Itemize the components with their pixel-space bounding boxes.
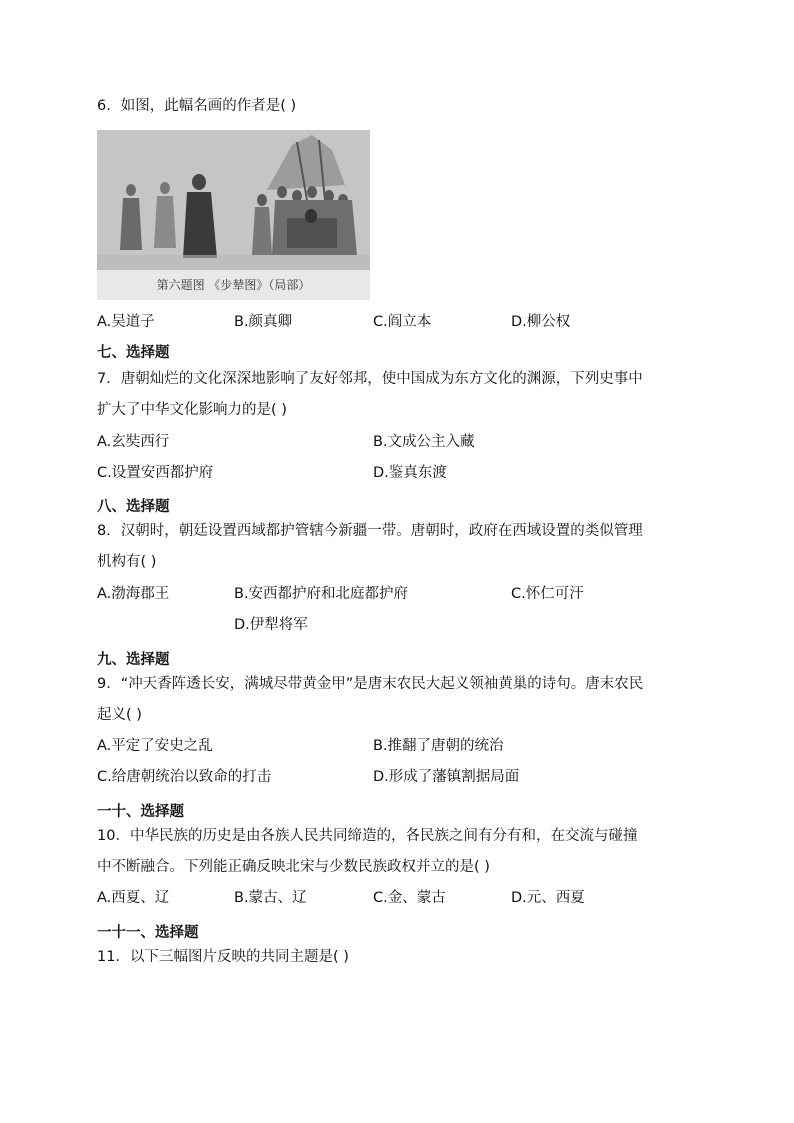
q9-option-d[interactable]: D.形成了藩镇割据局面 (373, 769, 520, 785)
section-10-heading: 一十、选择题 (97, 804, 184, 820)
question-6-figure-painting (97, 130, 370, 300)
q7-option-a[interactable]: A.玄奘西行 (97, 434, 170, 450)
question-7-stem-line1: 7．唐朝灿烂的文化深深地影响了友好邻邦，使中国成为东方文化的渊源，下列史事中 (97, 371, 643, 387)
q7-option-c[interactable]: C.设置安西都护府 (97, 465, 214, 481)
section-11-heading: 一十一、选择题 (97, 925, 199, 941)
q7-option-d[interactable]: D.鉴真东渡 (373, 465, 447, 481)
q7-option-b[interactable]: B.文成公主入藏 (373, 434, 475, 450)
q6-option-d[interactable]: D.柳公权 (511, 314, 571, 330)
question-9-stem-line1: 9．“冲天香阵透长安，满城尽带黄金甲”是唐末农民大起义领袖黄巢的诗句。唐末农民 (97, 676, 644, 692)
q10-option-a[interactable]: A.西夏、辽 (97, 890, 170, 906)
question-9-stem-line2: 起义( ) (97, 707, 142, 723)
section-8-heading: 八、选择题 (97, 499, 170, 515)
q8-option-a[interactable]: A.渤海郡王 (97, 586, 170, 602)
q8-option-d[interactable]: D.伊犁将军 (234, 617, 308, 633)
q6-option-a[interactable]: A.吴道子 (97, 314, 155, 330)
q10-option-b[interactable]: B.蒙古、辽 (234, 890, 307, 906)
question-10-stem-line2: 中不断融合。下列能正确反映北宋与少数民族政权并立的是( ) (97, 859, 490, 875)
section-7-heading: 七、选择题 (97, 345, 170, 361)
question-8-stem-line1: 8．汉朝时，朝廷设置西域都护管辖今新疆一带。唐朝时，政府在西域设置的类似管理 (97, 523, 643, 539)
q10-option-d[interactable]: D.元、西夏 (511, 890, 585, 906)
question-8-stem-line2: 机构有( ) (97, 554, 157, 570)
q8-option-b[interactable]: B.安西都护府和北庭都护府 (234, 586, 409, 602)
question-6-stem: 6．如图，此幅名画的作者是( ) (97, 98, 297, 114)
q8-option-c[interactable]: C.怀仁可汗 (511, 586, 584, 602)
q6-option-b[interactable]: B.颜真卿 (234, 314, 293, 330)
painting-image (97, 130, 370, 270)
q10-option-c[interactable]: C.金、蒙古 (373, 890, 446, 906)
figure-caption: 第六题图 《步辇图》（局部） (97, 270, 370, 300)
q9-option-c[interactable]: C.给唐朝统治以致命的打击 (97, 769, 272, 785)
question-11-stem: 11．以下三幅图片反映的共同主题是( ) (97, 949, 349, 965)
q9-option-b[interactable]: B.推翻了唐朝的统治 (373, 738, 504, 754)
question-7-stem-line2: 扩大了中华文化影响力的是( ) (97, 402, 287, 418)
q6-option-c[interactable]: C.阎立本 (373, 314, 432, 330)
question-10-stem-line1: 10．中华民族的历史是由各族人民共同缔造的，各民族之间有分有和，在交流与碰撞 (97, 828, 638, 844)
q9-option-a[interactable]: A.平定了安史之乱 (97, 738, 213, 754)
section-9-heading: 九、选择题 (97, 652, 170, 668)
